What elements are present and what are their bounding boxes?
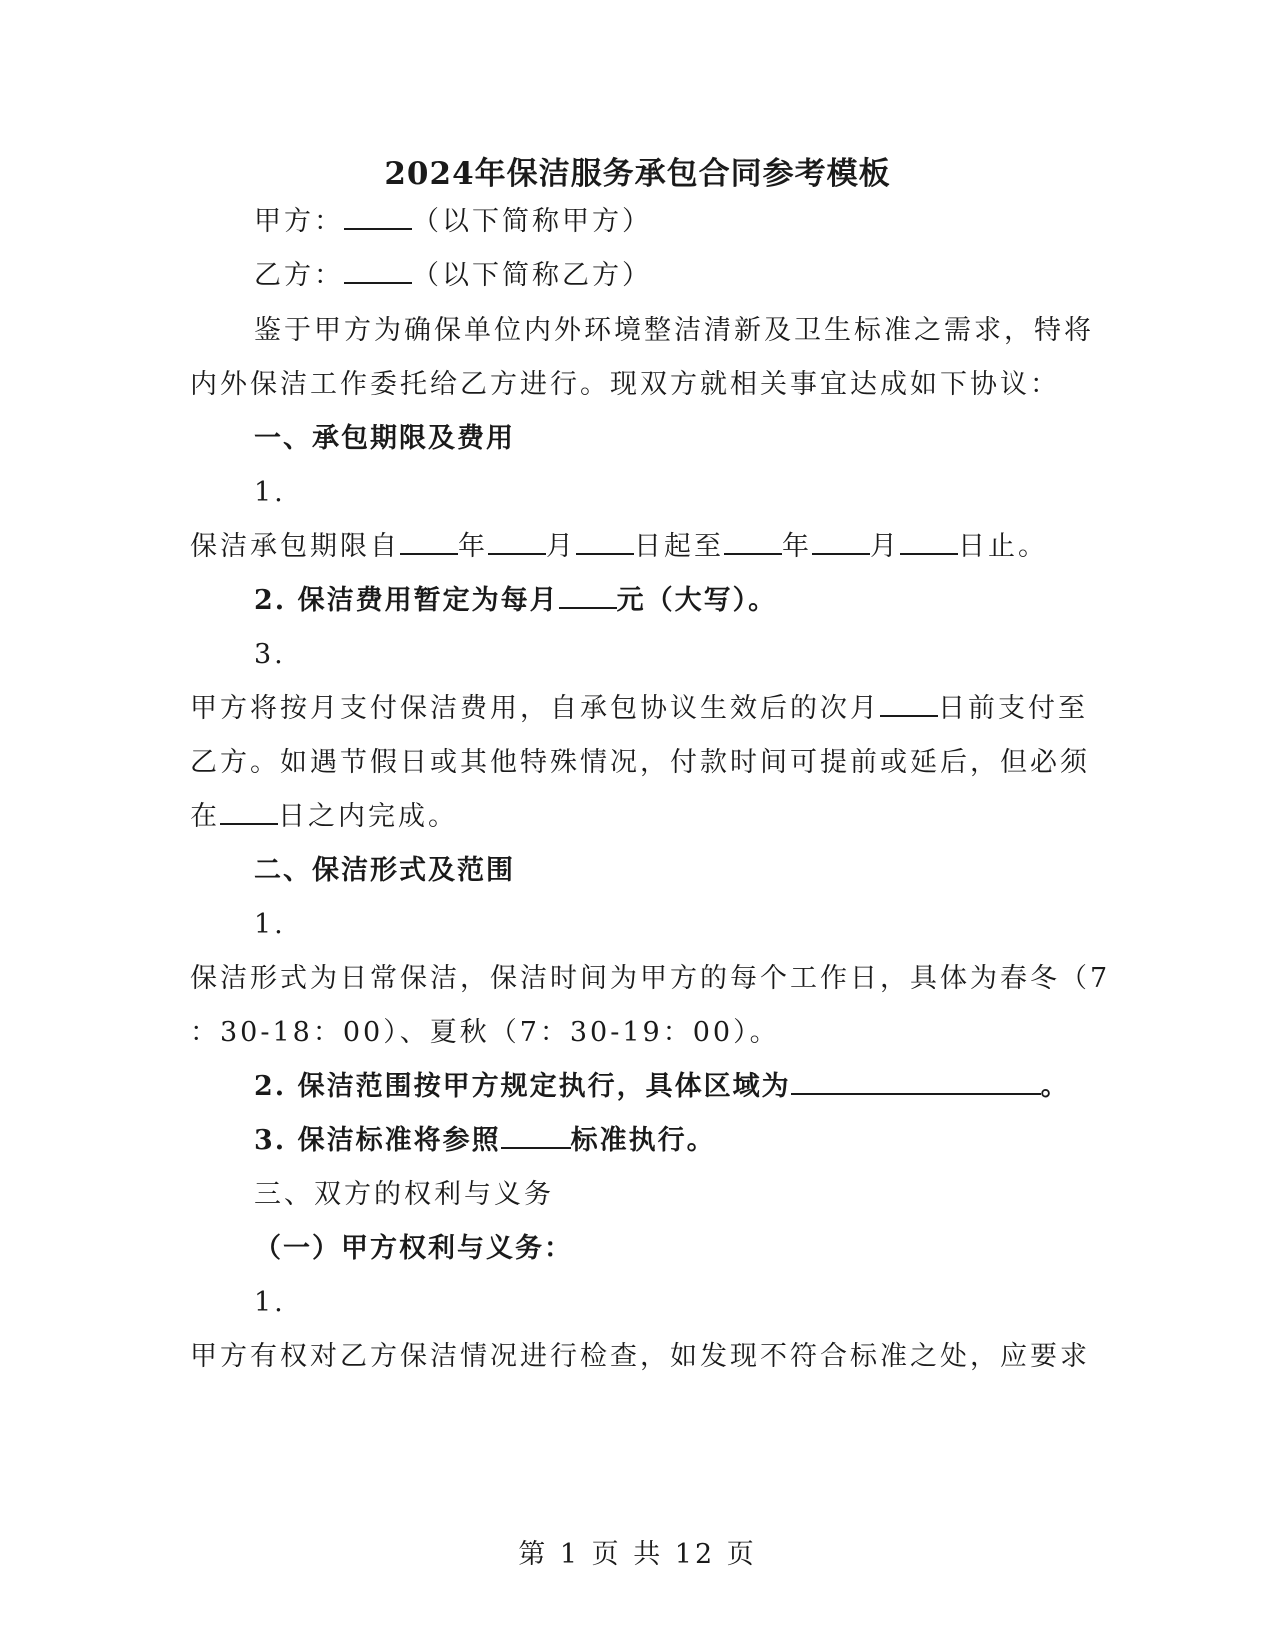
year-label: 年	[782, 531, 812, 562]
fee-suffix: 元（大写）。	[616, 585, 778, 616]
standard-suffix: 标准执行。	[570, 1125, 716, 1156]
section1-item1-number: 1.	[254, 477, 286, 508]
start-month-blank	[488, 531, 546, 555]
end-label: 日止。	[958, 531, 1048, 562]
until-label: 日起至	[634, 531, 724, 562]
section1-item3-line1	[190, 691, 1088, 727]
party-a-suffix: （以下简称甲方）	[412, 206, 652, 237]
section2-item3	[254, 1123, 716, 1159]
end-month-blank	[812, 531, 870, 555]
end-day-blank	[900, 531, 958, 555]
page-footer: 第 1 页 共 12 页	[518, 1539, 757, 1570]
fee-blank	[559, 585, 617, 609]
end-year-blank	[724, 531, 782, 555]
start-year-blank	[400, 531, 458, 555]
section1-item1-text	[190, 529, 1048, 565]
payment-day-blank	[880, 693, 938, 717]
party-b-suffix: （以下简称乙方）	[412, 260, 652, 291]
party-a-blank	[344, 206, 412, 230]
within-suffix: 日之内完成。	[278, 801, 458, 832]
section1-item3-number: 3.	[254, 639, 286, 670]
within-text: 在	[190, 801, 220, 832]
section1-item3-line2: 乙方。如遇节假日或其他特殊情况，付款时间可提前或延后，但必须	[190, 747, 1090, 778]
scope-blank	[791, 1071, 1041, 1095]
intro-line-1: 鉴于甲方为确保单位内外环境整洁清新及卫生标准之需求，特将	[254, 315, 1094, 346]
month-label: 月	[870, 531, 900, 562]
year-label: 年	[458, 531, 488, 562]
month-label: 月	[546, 531, 576, 562]
section3-sub1-heading: （一）甲方权利与义务：	[254, 1233, 573, 1264]
standard-blank	[501, 1125, 571, 1149]
party-b-label: 乙方：	[254, 260, 344, 291]
section2-item1-number: 1.	[254, 909, 286, 940]
document-title: 2024年保洁服务承包合同参考模板	[384, 156, 891, 192]
intro-line-2: 内外保洁工作委托给乙方进行。现双方就相关事宜达成如下协议：	[190, 369, 1060, 400]
start-day-blank	[576, 531, 634, 555]
section1-item2	[254, 583, 777, 619]
fee-text: 2. 保洁费用暂定为每月	[254, 585, 559, 616]
section1-item3-line3	[190, 799, 458, 835]
party-b-line	[254, 258, 652, 294]
scope-text: 2. 保洁范围按甲方规定执行，具体区域为	[254, 1071, 791, 1102]
scope-suffix: 。	[1040, 1071, 1070, 1102]
section2-heading: 二、保洁形式及范围	[254, 855, 515, 886]
party-a-line	[254, 204, 652, 240]
term-start-text: 保洁承包期限自	[190, 531, 400, 562]
within-days-blank	[220, 801, 278, 825]
party-a-label: 甲方：	[254, 206, 344, 237]
payment-text: 甲方将按月支付保洁费用，自承包协议生效后的次月	[190, 693, 880, 724]
payment-suffix: 日前支付至	[938, 693, 1088, 724]
party-b-blank	[344, 260, 412, 284]
section2-item1-line2: ：30-18：00）、夏秋（7：30-19：00）。	[190, 1017, 780, 1048]
section2-item2	[254, 1069, 1070, 1105]
section2-item1-line1: 保洁形式为日常保洁，保洁时间为甲方的每个工作日，具体为春冬（7	[190, 963, 1111, 994]
section3-heading: 三、双方的权利与义务	[254, 1179, 554, 1210]
section3-item1-number: 1.	[254, 1287, 286, 1318]
section3-item1-line1: 甲方有权对乙方保洁情况进行检查，如发现不符合标准之处，应要求	[190, 1341, 1090, 1372]
standard-text: 3. 保洁标准将参照	[254, 1125, 501, 1156]
section1-heading: 一、承包期限及费用	[254, 423, 515, 454]
